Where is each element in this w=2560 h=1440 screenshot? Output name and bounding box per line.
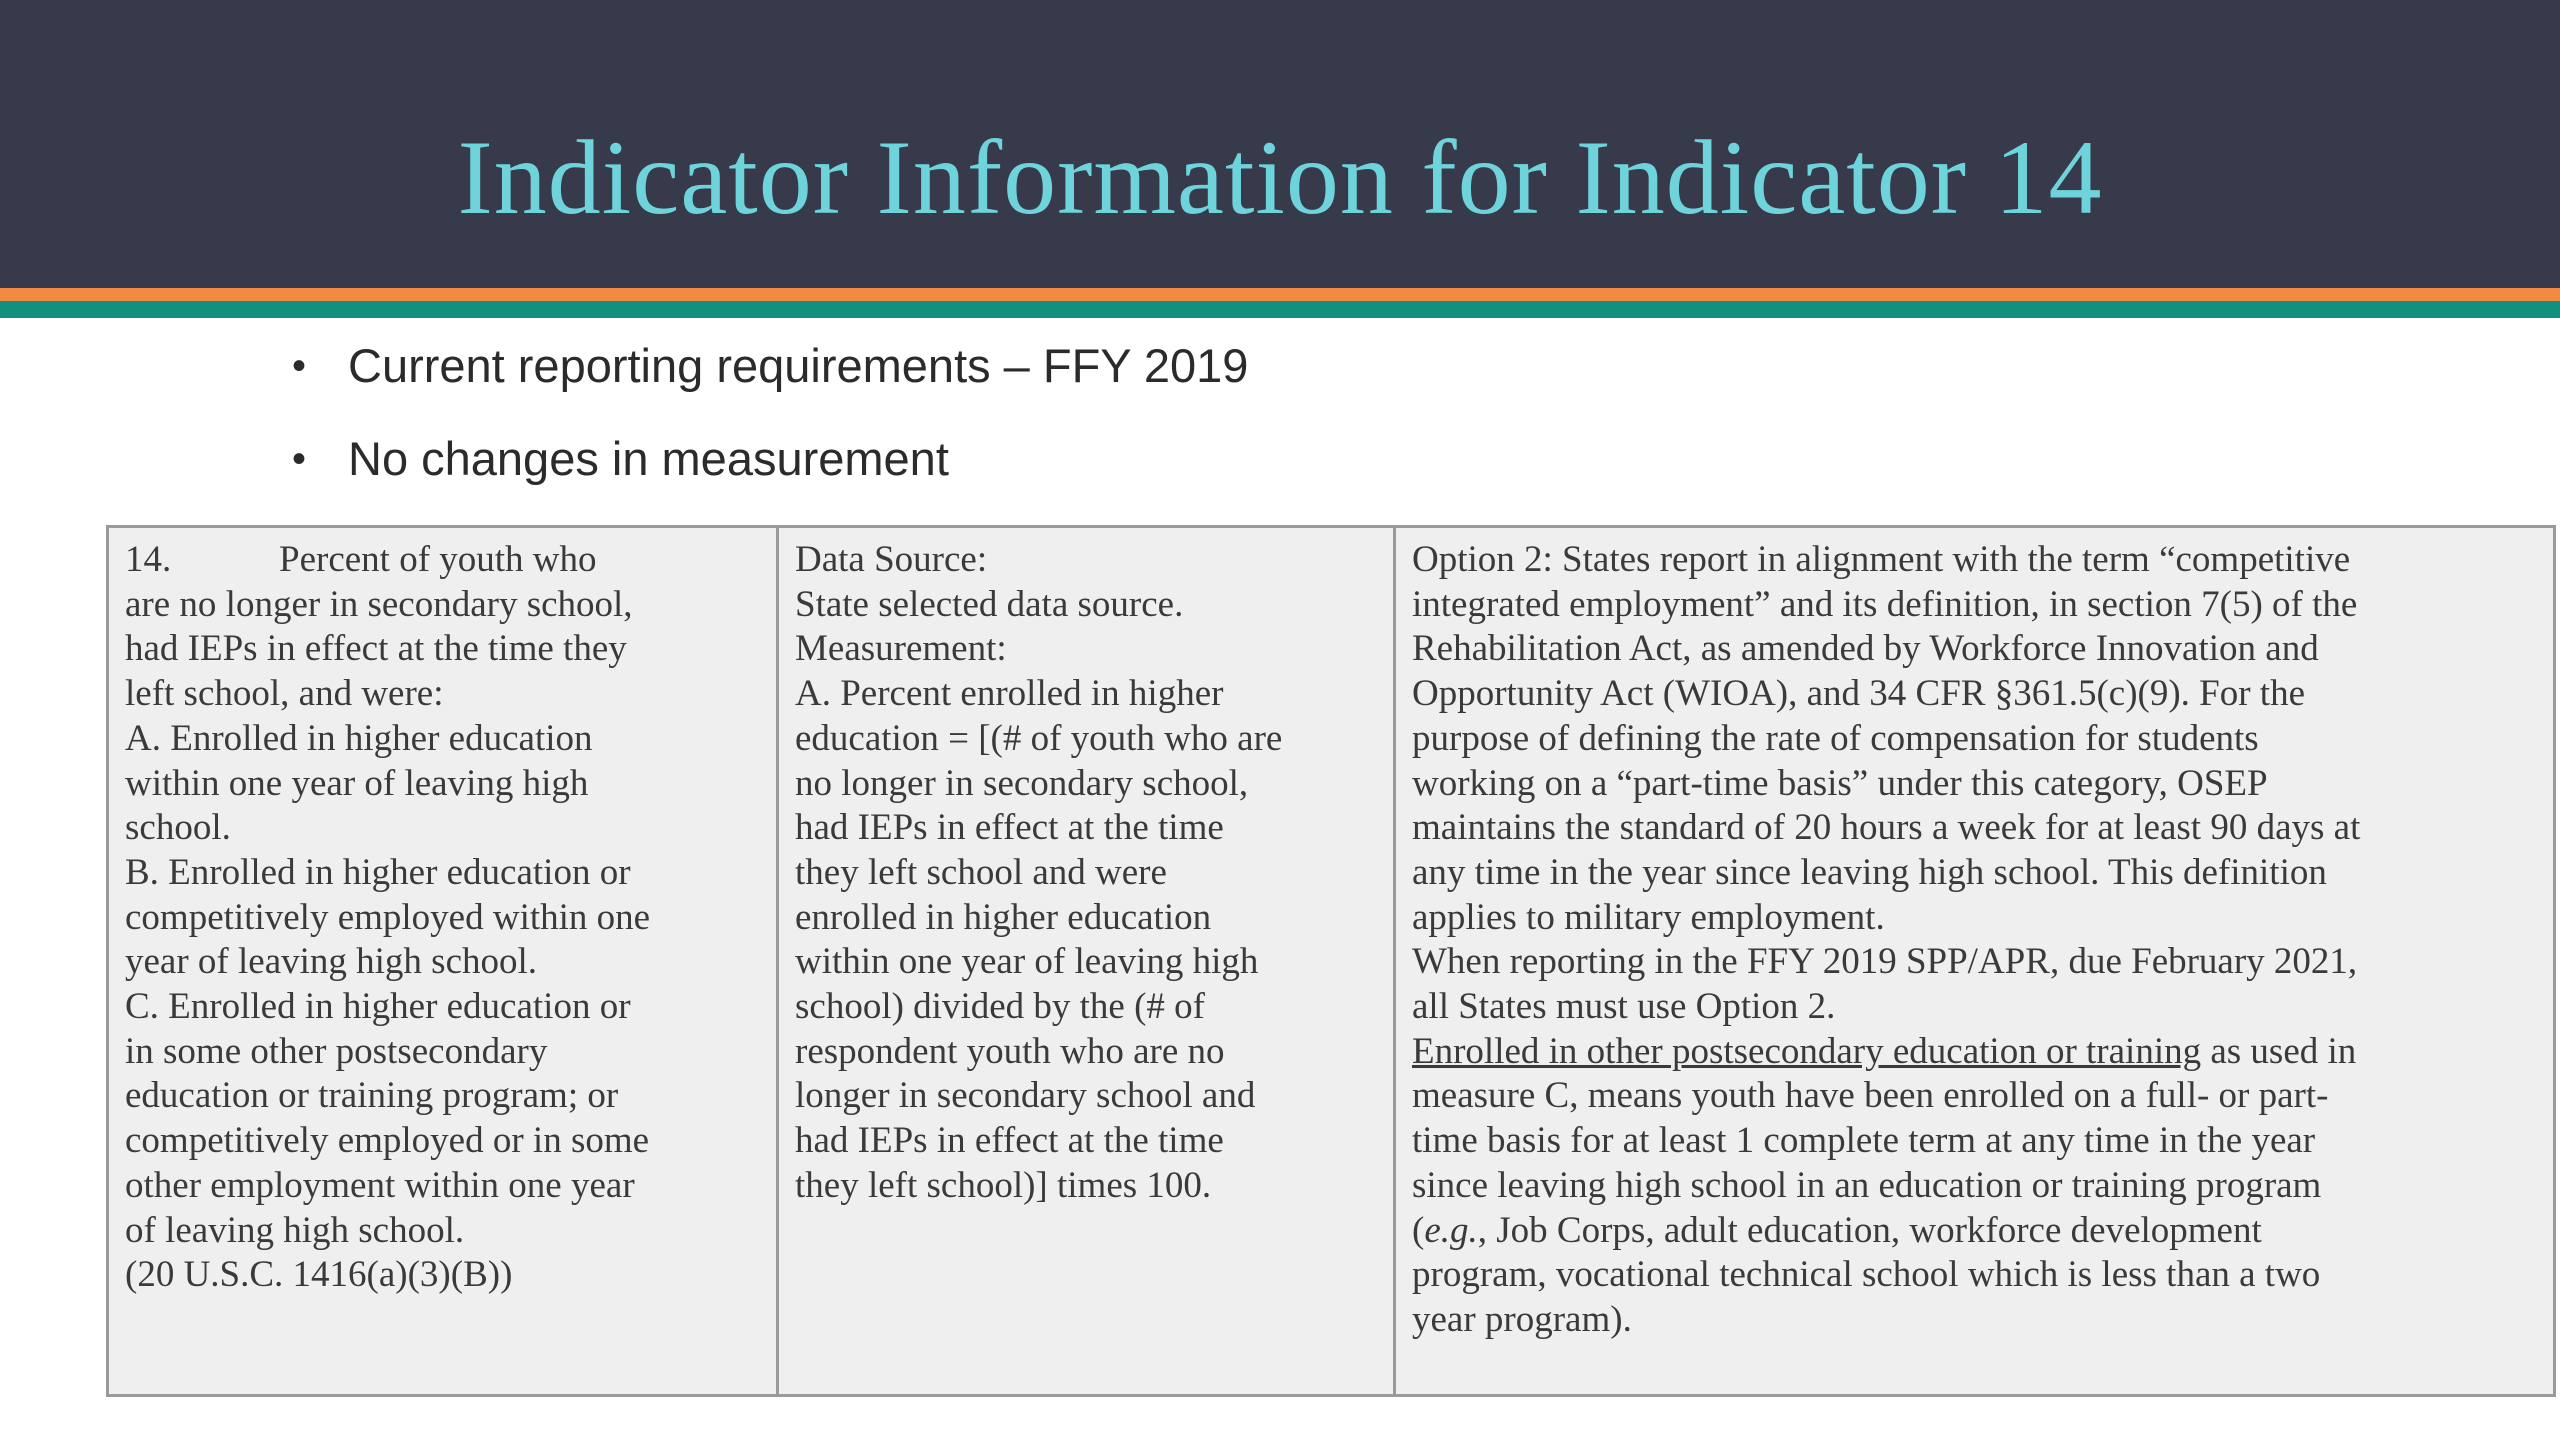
orange-accent-stripe bbox=[0, 288, 2560, 301]
measurement-line: they left school and were bbox=[795, 851, 1167, 893]
instructions-line: When reporting in the FFY 2019 SPP/APR, due February 2021, bbox=[1412, 941, 2358, 983]
measurement-line: A. Percent enrolled in higher bbox=[795, 673, 1224, 715]
instructions-line: purpose of defining the rate of compensation for students bbox=[1412, 717, 2259, 759]
table-row bbox=[108, 527, 2555, 1396]
instructions-line: applies to military employment. bbox=[1412, 896, 1885, 938]
measurement-heading: Measurement: bbox=[795, 628, 1007, 670]
measurement-line: respondent youth who are no bbox=[795, 1030, 1225, 1072]
instructions-line: time basis for at least 1 complete term at any time in the year bbox=[1412, 1120, 2316, 1162]
indicator-line: competitively employed within one bbox=[125, 896, 651, 938]
measurement-line: no longer in secondary school, bbox=[795, 762, 1249, 804]
instructions-line: measure C, means youth have been enrolled on a full- or part- bbox=[1412, 1075, 2329, 1117]
indicator-line: of leaving high school. bbox=[125, 1209, 465, 1251]
instructions-line: Rehabilitation Act, as amended by Workforce Innovation and bbox=[1412, 628, 2319, 670]
indicator-line: C. Enrolled in higher education or bbox=[125, 986, 631, 1028]
indicator-line: A. Enrolled in higher education bbox=[125, 717, 593, 759]
indicator-number: 14. bbox=[125, 539, 172, 580]
bullet-item bbox=[282, 423, 1248, 516]
instructions-line: maintains the standard of 20 hours a week for at least 90 days at bbox=[1412, 807, 2361, 849]
slide-title: Indicator Information for Indicator 14 bbox=[457, 119, 2103, 236]
indicator-line: B. Enrolled in higher education or bbox=[125, 851, 631, 893]
indicator-line: year of leaving high school. bbox=[125, 941, 538, 983]
indicator-line: education or training program; or bbox=[125, 1075, 619, 1117]
instructions-line: Enrolled in other postsecondary education or training as used in bbox=[1412, 1030, 2357, 1072]
bullet-dot-icon: • bbox=[292, 344, 307, 388]
measurement-line: they left school)] times 100. bbox=[795, 1164, 1212, 1206]
instructions-line: Option 2: States report in alignment with the term “competitive bbox=[1412, 539, 2351, 580]
indicator-cell bbox=[108, 527, 778, 1396]
instructions-line: since leaving high school in an education or training program bbox=[1412, 1164, 2322, 1206]
example-abbrev: e.g. bbox=[1424, 1209, 1478, 1251]
indicator-line: competitively employed or in some bbox=[125, 1120, 650, 1162]
instructions-line: all States must use Option 2. bbox=[1412, 986, 1836, 1028]
indicator-table bbox=[106, 525, 2556, 1397]
instructions-line: integrated employment” and its definition, in section 7(5) of the bbox=[1412, 583, 2358, 625]
instructions-line: (e.g., Job Corps, adult education, workforce development bbox=[1412, 1209, 2262, 1251]
data-source-heading: Data Source: bbox=[795, 539, 988, 580]
instructions-line: working on a “part-time basis” under this category, OSEP bbox=[1412, 762, 2268, 804]
indicator-line: 14. Percent of youth who bbox=[125, 538, 762, 583]
indicator-line: left school, and were: bbox=[125, 673, 444, 715]
bullet-text: Current reporting requirements – FFY 2019 bbox=[348, 339, 1249, 392]
bullet-text: No changes in measurement bbox=[348, 432, 949, 485]
indicator-line: in some other postsecondary bbox=[125, 1030, 548, 1072]
data-source-cell bbox=[778, 527, 1395, 1396]
instructions-line: program, vocational technical school which is less than a two bbox=[1412, 1254, 2321, 1296]
bullet-list bbox=[282, 330, 1248, 516]
indicator-line: within one year of leaving high bbox=[125, 762, 589, 804]
bullet-item bbox=[282, 330, 1248, 423]
data-source-line: State selected data source. bbox=[795, 583, 1184, 625]
indicator-line: other employment within one year bbox=[125, 1164, 635, 1206]
measurement-line: education = [(# of youth who are bbox=[795, 717, 1283, 759]
measurement-line: longer in secondary school and bbox=[795, 1075, 1256, 1117]
measurement-line: had IEPs in effect at the time bbox=[795, 1120, 1224, 1162]
indicator-line: are no longer in secondary school, bbox=[125, 583, 633, 625]
measurement-line: enrolled in higher education bbox=[795, 896, 1212, 938]
indicator-line: had IEPs in effect at the time they bbox=[125, 628, 627, 670]
bullet-dot-icon: • bbox=[292, 437, 307, 481]
instructions-line: any time in the year since leaving high school. This definition bbox=[1412, 851, 2327, 893]
measurement-line: had IEPs in effect at the time bbox=[795, 807, 1224, 849]
instructions-line: Opportunity Act (WIOA), and 34 CFR §361.5(c)(9). For the bbox=[1412, 673, 2306, 715]
defined-term: Enrolled in other postsecondary education or training bbox=[1412, 1030, 2202, 1072]
measurement-line: school) divided by the (# of bbox=[795, 986, 1205, 1028]
measurement-line: within one year of leaving high bbox=[795, 941, 1259, 983]
instructions-cell bbox=[1395, 527, 2555, 1396]
indicator-citation: (20 U.S.C. 1416(a)(3)(B)) bbox=[125, 1254, 513, 1296]
indicator-line: school. bbox=[125, 807, 231, 849]
teal-accent-stripe bbox=[0, 301, 2560, 318]
instructions-line: year program). bbox=[1412, 1298, 1632, 1340]
